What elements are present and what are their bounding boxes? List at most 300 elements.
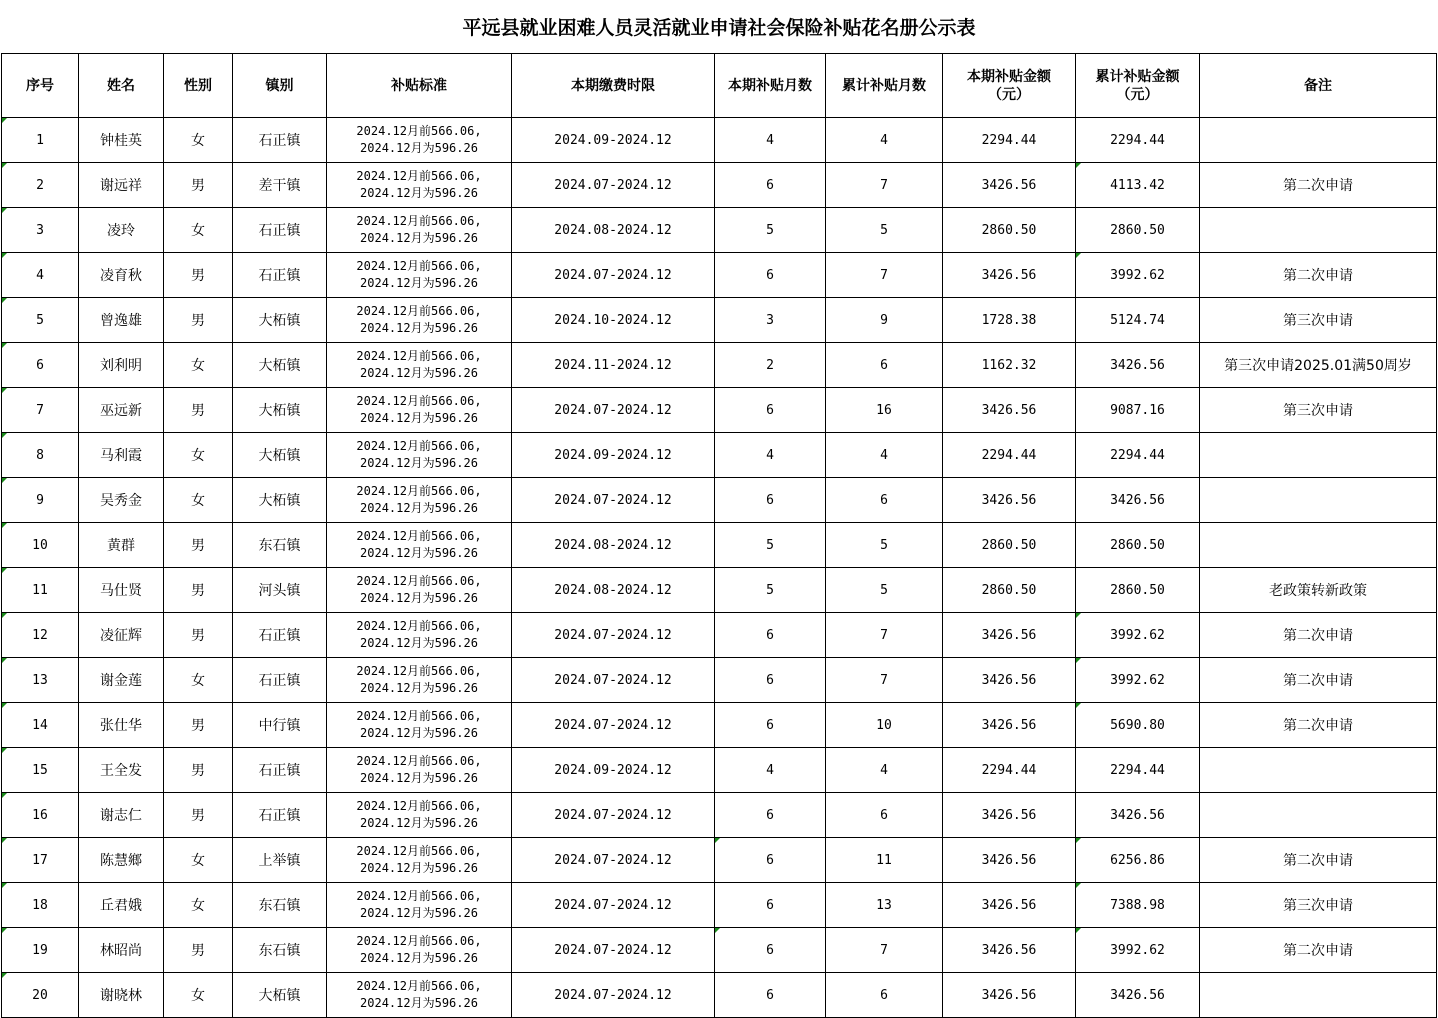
error-indicator-icon xyxy=(1076,253,1081,258)
cell-seq xyxy=(2,928,79,973)
cell-total-amount xyxy=(1076,523,1200,568)
table-row xyxy=(2,388,1437,433)
cell-standard xyxy=(327,388,512,433)
cell-months-text: 6 xyxy=(766,627,774,643)
cell-town-text: 石正镇 xyxy=(258,673,301,689)
cell-town xyxy=(233,433,327,478)
cell-period xyxy=(512,838,715,883)
table-row xyxy=(2,298,1437,343)
cell-gender xyxy=(164,973,233,1018)
standard-line1: 2024.12月前566.06, xyxy=(356,889,482,903)
cell-months xyxy=(715,253,826,298)
error-indicator-icon xyxy=(1076,163,1081,168)
cell-remark xyxy=(1200,838,1437,883)
cell-total-months-text: 5 xyxy=(880,582,888,598)
error-indicator-icon xyxy=(2,118,7,123)
cell-amount-text: 2860.50 xyxy=(981,222,1037,238)
standard-line1: 2024.12月前566.06, xyxy=(356,709,482,723)
cell-total-amount-text: 3426.56 xyxy=(1110,492,1165,508)
cell-months-text: 4 xyxy=(766,132,774,148)
cell-name xyxy=(79,658,164,703)
cell-months-text: 5 xyxy=(766,582,774,598)
cell-remark-text: 第二次申请 xyxy=(1283,178,1353,194)
cell-seq-text: 4 xyxy=(36,267,44,283)
cell-months-text: 6 xyxy=(766,402,774,418)
cell-name-text: 马仕贤 xyxy=(100,583,142,599)
cell-seq xyxy=(2,343,79,388)
cell-total-amount xyxy=(1076,478,1200,523)
error-indicator-icon xyxy=(2,703,7,708)
cell-name xyxy=(79,928,164,973)
cell-amount-text: 3426.56 xyxy=(981,492,1037,508)
cell-total-amount-text: 2294.44 xyxy=(1110,132,1165,148)
cell-amount-text: 3426.56 xyxy=(981,717,1037,733)
cell-total-months xyxy=(826,208,943,253)
cell-amount xyxy=(943,658,1076,703)
cell-gender xyxy=(164,433,233,478)
cell-amount xyxy=(943,793,1076,838)
header-row xyxy=(2,54,1437,118)
cell-remark-text: 第二次申请 xyxy=(1283,853,1353,869)
cell-seq xyxy=(2,838,79,883)
cell-name-text: 谢远祥 xyxy=(100,178,142,194)
cell-remark xyxy=(1200,793,1437,838)
header-total-amount xyxy=(1076,54,1200,118)
cell-gender xyxy=(164,658,233,703)
header-gender: 性别 xyxy=(164,54,233,118)
cell-name xyxy=(79,163,164,208)
cell-period xyxy=(512,703,715,748)
cell-total-months xyxy=(826,118,943,163)
cell-months xyxy=(715,118,826,163)
cell-seq xyxy=(2,973,79,1018)
error-indicator-icon xyxy=(2,658,7,663)
page-title: 平远县就业困难人员灵活就业申请社会保险补贴花名册公示表 xyxy=(462,17,976,39)
cell-seq-text: 1 xyxy=(36,132,44,148)
cell-total-amount xyxy=(1076,343,1200,388)
standard-line1: 2024.12月前566.06, xyxy=(356,529,482,543)
cell-amount xyxy=(943,118,1076,163)
standard-line2: 2024.12月为596.26 xyxy=(360,276,478,290)
cell-remark xyxy=(1200,253,1437,298)
cell-standard xyxy=(327,118,512,163)
cell-months-text: 6 xyxy=(766,942,774,958)
cell-months xyxy=(715,568,826,613)
cell-amount xyxy=(943,343,1076,388)
cell-total-months xyxy=(826,523,943,568)
standard-line2: 2024.12月为596.26 xyxy=(360,546,478,560)
standard-line1: 2024.12月前566.06, xyxy=(356,934,482,948)
cell-gender xyxy=(164,118,233,163)
cell-gender-text: 男 xyxy=(191,313,205,329)
cell-period xyxy=(512,253,715,298)
cell-gender-text: 女 xyxy=(191,673,205,689)
cell-remark xyxy=(1200,973,1437,1018)
cell-seq xyxy=(2,208,79,253)
cell-months-text: 5 xyxy=(766,222,774,238)
cell-gender xyxy=(164,163,233,208)
cell-total-amount xyxy=(1076,433,1200,478)
cell-months xyxy=(715,478,826,523)
cell-name xyxy=(79,433,164,478)
cell-remark xyxy=(1200,298,1437,343)
table-row xyxy=(2,433,1437,478)
cell-remark-text: 老政策转新政策 xyxy=(1269,583,1367,599)
cell-gender-text: 男 xyxy=(191,763,205,779)
cell-months-text: 6 xyxy=(766,267,774,283)
standard-line2: 2024.12月为596.26 xyxy=(360,906,478,920)
cell-town xyxy=(233,253,327,298)
cell-seq xyxy=(2,748,79,793)
header-months: 本期补贴月数 xyxy=(715,54,826,118)
cell-months xyxy=(715,208,826,253)
standard-line2: 2024.12月为596.26 xyxy=(360,726,478,740)
cell-period xyxy=(512,658,715,703)
table-row xyxy=(2,343,1437,388)
error-indicator-icon xyxy=(1076,928,1081,933)
error-indicator-icon xyxy=(1076,658,1081,663)
header-town: 镇别 xyxy=(233,54,327,118)
cell-town-text: 大柘镇 xyxy=(258,358,301,374)
cell-town xyxy=(233,973,327,1018)
cell-town-text: 石正镇 xyxy=(258,133,301,149)
cell-gender-text: 女 xyxy=(191,493,205,509)
header-total-amount-line1: 累计补贴金额 xyxy=(1095,68,1180,85)
standard-line2: 2024.12月为596.26 xyxy=(360,186,478,200)
standard-line1: 2024.12月前566.06, xyxy=(356,259,482,273)
standard-line2: 2024.12月为596.26 xyxy=(360,951,478,965)
cell-remark xyxy=(1200,523,1437,568)
cell-total-months-text: 11 xyxy=(876,852,892,868)
standard-line2: 2024.12月为596.26 xyxy=(360,231,478,245)
cell-total-months xyxy=(826,298,943,343)
cell-total-amount-text: 3426.56 xyxy=(1110,807,1165,823)
cell-remark xyxy=(1200,658,1437,703)
cell-remark xyxy=(1200,208,1437,253)
cell-standard xyxy=(327,703,512,748)
cell-period-text: 2024.07-2024.12 xyxy=(554,987,672,1003)
cell-name xyxy=(79,298,164,343)
cell-period-text: 2024.07-2024.12 xyxy=(554,717,672,733)
cell-name xyxy=(79,253,164,298)
table-body xyxy=(2,118,1437,1018)
cell-period xyxy=(512,973,715,1018)
cell-seq-text: 17 xyxy=(32,852,48,868)
standard-line2: 2024.12月为596.26 xyxy=(360,321,478,335)
cell-total-amount xyxy=(1076,613,1200,658)
standard-line1: 2024.12月前566.06, xyxy=(356,754,482,768)
cell-period xyxy=(512,748,715,793)
table-row xyxy=(2,253,1437,298)
cell-period-text: 2024.07-2024.12 xyxy=(554,177,672,193)
cell-period xyxy=(512,433,715,478)
standard-line2: 2024.12月为596.26 xyxy=(360,411,478,425)
cell-total-amount-text: 5690.80 xyxy=(1110,717,1165,733)
standard-line1: 2024.12月前566.06, xyxy=(356,124,482,138)
standard-line2: 2024.12月为596.26 xyxy=(360,456,478,470)
cell-total-amount-text: 2860.50 xyxy=(1110,582,1165,598)
cell-months xyxy=(715,748,826,793)
cell-town xyxy=(233,568,327,613)
cell-total-amount-text: 3992.62 xyxy=(1110,627,1165,643)
cell-amount xyxy=(943,568,1076,613)
cell-total-amount xyxy=(1076,748,1200,793)
cell-total-months-text: 5 xyxy=(880,222,888,238)
cell-amount-text: 1728.38 xyxy=(981,312,1037,328)
cell-town-text: 大柘镇 xyxy=(258,403,301,419)
standard-line2: 2024.12月为596.26 xyxy=(360,996,478,1010)
cell-total-months xyxy=(826,613,943,658)
cell-name-text: 林昭尚 xyxy=(100,943,142,959)
cell-period-text: 2024.07-2024.12 xyxy=(554,402,672,418)
cell-standard xyxy=(327,163,512,208)
error-indicator-icon xyxy=(2,973,7,978)
cell-amount-text: 3426.56 xyxy=(981,627,1037,643)
cell-remark xyxy=(1200,928,1437,973)
standard-line2: 2024.12月为596.26 xyxy=(360,861,478,875)
cell-months xyxy=(715,928,826,973)
cell-remark-text: 第二次申请 xyxy=(1283,943,1353,959)
standard-line1: 2024.12月前566.06, xyxy=(356,169,482,183)
cell-total-amount xyxy=(1076,973,1200,1018)
cell-remark xyxy=(1200,568,1437,613)
subsidy-table xyxy=(1,53,1437,1018)
cell-seq xyxy=(2,298,79,343)
cell-amount xyxy=(943,928,1076,973)
table-row xyxy=(2,118,1437,163)
cell-town-text: 东石镇 xyxy=(258,898,301,914)
cell-remark-text: 第二次申请 xyxy=(1283,718,1353,734)
cell-standard xyxy=(327,973,512,1018)
cell-name xyxy=(79,523,164,568)
cell-remark xyxy=(1200,388,1437,433)
cell-amount xyxy=(943,253,1076,298)
cell-town-text: 大柘镇 xyxy=(258,313,301,329)
cell-gender-text: 女 xyxy=(191,988,205,1004)
cell-remark-text: 第三次申请 xyxy=(1283,313,1353,329)
cell-total-amount-text: 3992.62 xyxy=(1110,942,1165,958)
cell-total-amount xyxy=(1076,298,1200,343)
standard-line2: 2024.12月为596.26 xyxy=(360,636,478,650)
cell-months-text: 5 xyxy=(766,537,774,553)
cell-amount-text: 2860.50 xyxy=(981,582,1037,598)
table-row xyxy=(2,208,1437,253)
cell-months xyxy=(715,163,826,208)
cell-town-text: 石正镇 xyxy=(258,223,301,239)
standard-line2: 2024.12月为596.26 xyxy=(360,681,478,695)
cell-total-months-text: 7 xyxy=(880,267,888,283)
cell-total-amount-text: 7388.98 xyxy=(1110,897,1165,913)
cell-town xyxy=(233,793,327,838)
cell-total-months xyxy=(826,928,943,973)
cell-gender-text: 男 xyxy=(191,718,205,734)
cell-town xyxy=(233,883,327,928)
cell-town xyxy=(233,343,327,388)
cell-seq-text: 18 xyxy=(32,897,48,913)
cell-period-text: 2024.07-2024.12 xyxy=(554,672,672,688)
cell-seq-text: 10 xyxy=(32,537,48,553)
cell-gender-text: 男 xyxy=(191,538,205,554)
cell-months xyxy=(715,838,826,883)
cell-town xyxy=(233,478,327,523)
cell-total-amount xyxy=(1076,163,1200,208)
header-period: 本期缴费时限 xyxy=(512,54,715,118)
cell-period-text: 2024.11-2024.12 xyxy=(554,357,672,373)
cell-period-text: 2024.07-2024.12 xyxy=(554,852,672,868)
standard-line1: 2024.12月前566.06, xyxy=(356,844,482,858)
cell-town-text: 差干镇 xyxy=(258,178,301,194)
cell-gender-text: 男 xyxy=(191,178,205,194)
cell-town xyxy=(233,838,327,883)
cell-town-text: 大柘镇 xyxy=(258,493,301,509)
standard-line2: 2024.12月为596.26 xyxy=(360,366,478,380)
table-row xyxy=(2,163,1437,208)
cell-name-text: 谢晓林 xyxy=(100,988,142,1004)
cell-amount xyxy=(943,748,1076,793)
cell-period-text: 2024.07-2024.12 xyxy=(554,942,672,958)
cell-standard xyxy=(327,298,512,343)
cell-name xyxy=(79,838,164,883)
cell-total-months-text: 7 xyxy=(880,672,888,688)
cell-gender xyxy=(164,928,233,973)
error-indicator-icon xyxy=(2,928,7,933)
cell-total-months xyxy=(826,793,943,838)
table-row xyxy=(2,568,1437,613)
cell-amount xyxy=(943,613,1076,658)
cell-total-months-text: 16 xyxy=(876,402,892,418)
cell-months-text: 6 xyxy=(766,177,774,193)
cell-name-text: 凌玲 xyxy=(107,223,135,239)
cell-amount xyxy=(943,973,1076,1018)
cell-period-text: 2024.10-2024.12 xyxy=(554,312,672,328)
cell-town-text: 石正镇 xyxy=(258,763,301,779)
cell-town xyxy=(233,298,327,343)
header-remark: 备注 xyxy=(1200,54,1437,118)
cell-total-amount xyxy=(1076,928,1200,973)
cell-seq xyxy=(2,568,79,613)
cell-total-amount xyxy=(1076,568,1200,613)
cell-total-amount xyxy=(1076,883,1200,928)
cell-standard xyxy=(327,343,512,388)
cell-total-amount-text: 3426.56 xyxy=(1110,987,1165,1003)
error-indicator-icon xyxy=(2,523,7,528)
cell-months-text: 6 xyxy=(766,987,774,1003)
cell-seq-text: 12 xyxy=(32,627,48,643)
cell-remark-text: 第二次申请 xyxy=(1283,268,1353,284)
table-row xyxy=(2,613,1437,658)
cell-gender xyxy=(164,568,233,613)
cell-amount-text: 3426.56 xyxy=(981,402,1037,418)
cell-months-text: 6 xyxy=(766,852,774,868)
cell-seq xyxy=(2,883,79,928)
cell-town xyxy=(233,388,327,433)
cell-period-text: 2024.08-2024.12 xyxy=(554,537,672,553)
cell-total-amount-text: 2860.50 xyxy=(1110,222,1165,238)
cell-months xyxy=(715,298,826,343)
table-row xyxy=(2,973,1437,1018)
cell-months xyxy=(715,613,826,658)
table-row xyxy=(2,883,1437,928)
cell-seq-text: 9 xyxy=(36,492,44,508)
cell-town-text: 东石镇 xyxy=(258,943,301,959)
cell-total-months-text: 6 xyxy=(880,807,888,823)
table-row xyxy=(2,658,1437,703)
error-indicator-icon xyxy=(1076,703,1081,708)
cell-seq-text: 6 xyxy=(36,357,44,373)
cell-total-months xyxy=(826,433,943,478)
cell-amount-text: 2860.50 xyxy=(981,537,1037,553)
cell-gender xyxy=(164,838,233,883)
error-indicator-icon xyxy=(2,568,7,573)
cell-seq xyxy=(2,793,79,838)
cell-name xyxy=(79,388,164,433)
cell-total-months xyxy=(826,478,943,523)
cell-name xyxy=(79,478,164,523)
cell-total-amount-text: 3992.62 xyxy=(1110,672,1165,688)
cell-gender-text: 女 xyxy=(191,223,205,239)
cell-period xyxy=(512,568,715,613)
cell-seq-text: 13 xyxy=(32,672,48,688)
cell-seq-text: 16 xyxy=(32,807,48,823)
cell-total-amount-text: 3426.56 xyxy=(1110,357,1165,373)
header-seq: 序号 xyxy=(2,54,79,118)
cell-remark xyxy=(1200,703,1437,748)
cell-standard xyxy=(327,478,512,523)
table-row xyxy=(2,928,1437,973)
cell-total-amount xyxy=(1076,838,1200,883)
cell-gender-text: 男 xyxy=(191,943,205,959)
cell-total-amount xyxy=(1076,793,1200,838)
cell-gender-text: 男 xyxy=(191,808,205,824)
cell-gender-text: 男 xyxy=(191,583,205,599)
error-indicator-icon xyxy=(2,613,7,618)
cell-months-text: 6 xyxy=(766,492,774,508)
cell-period-text: 2024.08-2024.12 xyxy=(554,222,672,238)
cell-amount-text: 3426.56 xyxy=(981,897,1037,913)
header-amount-line2: （元） xyxy=(988,86,1030,103)
cell-standard xyxy=(327,928,512,973)
cell-remark-text: 第三次申请 xyxy=(1283,898,1353,914)
cell-total-months-text: 10 xyxy=(876,717,892,733)
cell-period xyxy=(512,208,715,253)
cell-name-text: 马利霞 xyxy=(100,448,142,464)
cell-seq xyxy=(2,163,79,208)
cell-name xyxy=(79,208,164,253)
error-indicator-icon xyxy=(1076,883,1081,888)
cell-standard xyxy=(327,883,512,928)
cell-standard xyxy=(327,793,512,838)
header-standard: 补贴标准 xyxy=(327,54,512,118)
cell-amount-text: 2294.44 xyxy=(981,447,1037,463)
cell-months-text: 2 xyxy=(766,357,774,373)
table-row xyxy=(2,523,1437,568)
cell-gender xyxy=(164,523,233,568)
cell-remark xyxy=(1200,163,1437,208)
cell-name xyxy=(79,793,164,838)
cell-amount-text: 3426.56 xyxy=(981,987,1037,1003)
cell-seq xyxy=(2,388,79,433)
cell-period-text: 2024.07-2024.12 xyxy=(554,807,672,823)
cell-total-months xyxy=(826,253,943,298)
header-name: 姓名 xyxy=(79,54,164,118)
cell-total-amount-text: 5124.74 xyxy=(1110,312,1165,328)
error-indicator-icon xyxy=(2,748,7,753)
cell-gender xyxy=(164,748,233,793)
cell-gender-text: 男 xyxy=(191,403,205,419)
cell-gender-text: 女 xyxy=(191,358,205,374)
cell-total-months-text: 4 xyxy=(880,762,888,778)
cell-name-text: 陈慧鄉 xyxy=(100,853,142,869)
